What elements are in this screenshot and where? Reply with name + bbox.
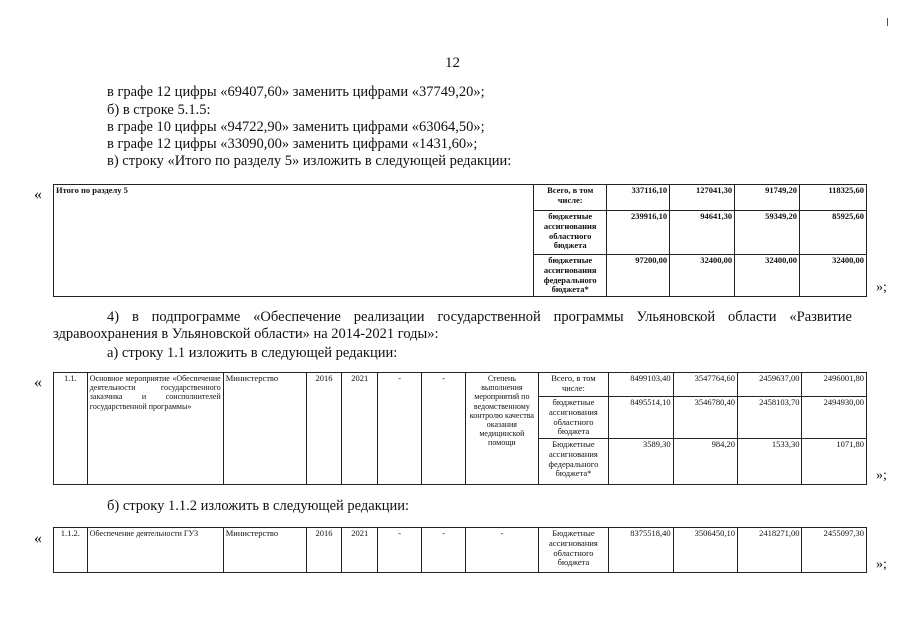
value-cell: 1533,30: [738, 439, 802, 485]
event-name: Основное мероприятие «Обеспечение деятельности государственного заказчика и соисполнителей государственной программы»: [87, 373, 223, 485]
executor-cell: Министерство: [223, 528, 306, 573]
source-cell: бюджетные ассигнования федерального бюджета*: [534, 255, 607, 297]
value-cell: 3547764,60: [673, 373, 737, 397]
value-cell: 32400,00: [670, 255, 735, 297]
value-cell: 8495514,10: [609, 397, 673, 439]
dash-cell: -: [378, 373, 422, 485]
event-name: Обеспечение деятельности ГУЗ: [87, 528, 223, 573]
value-cell: 2459637,00: [738, 373, 802, 397]
value-cell: 239916,10: [607, 211, 670, 255]
value-cell: 118325,60: [800, 185, 867, 211]
value-cell: 2494930,00: [802, 397, 867, 439]
value-cell: 1071,80: [802, 439, 867, 485]
text-line: в графе 12 цифры «33090,00» заменить цифрами «1431,60»;: [107, 136, 478, 152]
table-row-1-1: [53, 372, 867, 485]
dash-cell: -: [422, 528, 466, 573]
value-cell: 91749,20: [735, 185, 800, 211]
paragraph-4-a: а) строку 1.1 изложить в следующей редакции:: [107, 345, 398, 361]
value-cell: 337116,10: [607, 185, 670, 211]
dash-cell: -: [466, 528, 539, 573]
table-label: Итого по разделу 5: [54, 185, 534, 297]
source-cell: Бюджетные ассигнования федерального бюджета*: [538, 439, 609, 485]
open-quote: «: [34, 374, 42, 391]
dash-cell: -: [378, 528, 422, 573]
row-number: 1.1.: [54, 373, 88, 485]
value-cell: 2455097,30: [802, 528, 867, 573]
value-cell: 32400,00: [800, 255, 867, 297]
value-cell: 32400,00: [735, 255, 800, 297]
close-quote: »;: [876, 557, 887, 572]
value-cell: 85925,60: [800, 211, 867, 255]
paragraph-4-b: б) строку 1.1.2 изложить в следующей редакции:: [107, 498, 410, 514]
executor-cell: Министерство: [223, 373, 306, 485]
text-line: в графе 12 цифры «69407,60» заменить цифрами «37749,20»;: [107, 84, 485, 100]
value-cell: 127041,30: [670, 185, 735, 211]
start-year: 2016: [306, 373, 342, 485]
dash-cell: -: [422, 373, 466, 485]
text-line: в графе 10 цифры «94722,90» заменить цифрами «63064,50»;: [107, 119, 485, 135]
value-cell: 8499103,40: [609, 373, 673, 397]
source-cell: бюджетные ассигнования областного бюджета: [538, 397, 609, 439]
open-quote: «: [34, 186, 42, 203]
value-cell: 8375518,40: [609, 528, 673, 573]
close-quote: »;: [876, 280, 887, 295]
source-cell: бюджетные ассигнования областного бюджета: [534, 211, 607, 255]
paragraph-4-line-1: 4) в подпрограмме «Обеспечение реализации государственной программы Ульяновской области «Развитие: [107, 309, 852, 325]
source-cell: Всего, в том числе:: [538, 373, 609, 397]
value-cell: 3589,30: [609, 439, 673, 485]
close-quote: »;: [876, 468, 887, 483]
end-year: 2021: [342, 528, 378, 573]
value-cell: 3546780,40: [673, 397, 737, 439]
value-cell: 97200,00: [607, 255, 670, 297]
row-number: 1.1.2.: [54, 528, 88, 573]
value-cell: 94641,30: [670, 211, 735, 255]
value-cell: 59349,20: [735, 211, 800, 255]
source-cell: Всего, в том числе:: [534, 185, 607, 211]
value-cell: 2496001,80: [802, 373, 867, 397]
end-year: 2021: [342, 373, 378, 485]
table-row-1-1-2: [53, 527, 867, 573]
indicator-cell: Степень выполнения мероприятий по ведомственному контролю качества оказания медицинской помощи: [466, 373, 539, 485]
table-section-5-total: [53, 184, 867, 297]
text-line: в) строку «Итого по разделу 5» изложить в следующей редакции:: [107, 153, 512, 169]
value-cell: 984,20: [673, 439, 737, 485]
paragraph-4-line-2: здравоохранения в Ульяновской области» на 2014-2021 годы»:: [53, 326, 439, 342]
text-line: б) в строке 5.1.5:: [107, 102, 211, 118]
page-number: 12: [445, 55, 460, 71]
start-year: 2016: [306, 528, 342, 573]
open-quote: «: [34, 530, 42, 547]
source-cell: Бюджетные ассигнования областного бюджета: [538, 528, 609, 573]
margin-mark: [887, 18, 888, 26]
value-cell: 2418271,00: [738, 528, 802, 573]
value-cell: 3506450,10: [673, 528, 737, 573]
value-cell: 2458103,70: [738, 397, 802, 439]
